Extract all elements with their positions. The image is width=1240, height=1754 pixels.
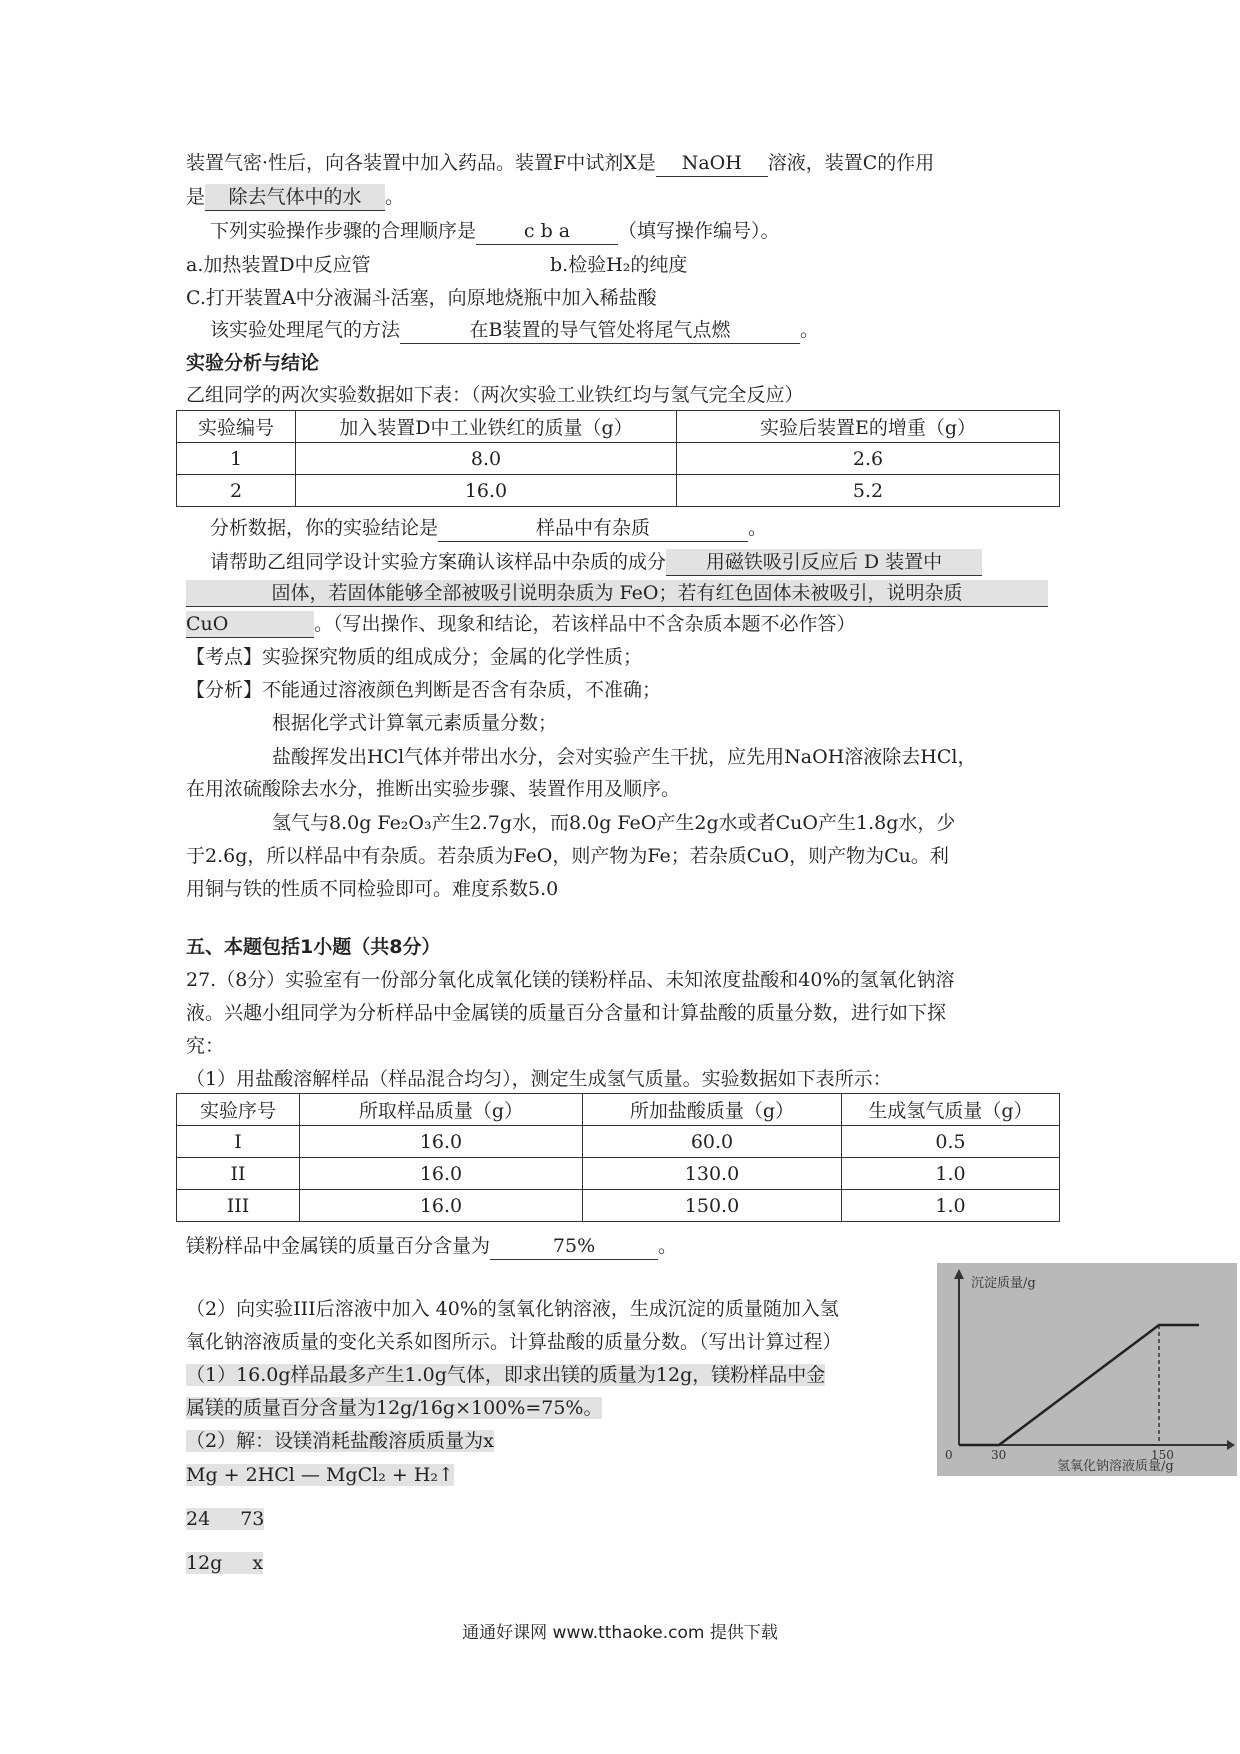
chart-svg — [937, 1263, 1237, 1476]
table-row: III 16.0 150.0 1.0 — [177, 1190, 1060, 1222]
text-line: 氢气与8.0g Fe₂O₃产生2.7g水，而8.0g FeO产生2g水或者CuO产生1.8g水，少 — [272, 812, 956, 834]
x-tick-label: 150 — [1151, 1448, 1174, 1462]
y-axis-arrow — [954, 1269, 964, 1279]
text-line: 液。兴趣小组同学为分析样品中金属镁的质量百分含量和计算盐酸的质量分数，进行如下探 — [186, 1002, 947, 1024]
data-line — [959, 1325, 1199, 1445]
precipitate-chart — [937, 1263, 1237, 1476]
answer-blank: 除去气体中的水 — [205, 184, 385, 211]
data-table — [176, 410, 1060, 507]
text-line: 究： — [186, 1035, 225, 1057]
solution-line: （1）16.0g样品最多产生1.0g气体，即求出镁的质量为12g，镁粉样品中金 — [186, 1364, 826, 1386]
answer-blank: CuO — [186, 611, 314, 638]
answer-blank: NaOH — [656, 150, 768, 177]
text-line: 分析数据，你的实验结论是 样品中有杂质 。 — [210, 515, 767, 542]
answer-blank: 在B装置的导气管处将尾气点燃 — [400, 317, 800, 344]
text-line: （2）向实验III后溶液中加入 40%的氢氧化钠溶液，生成沉淀的质量随加入氢 — [186, 1298, 839, 1320]
answer-blank: 样品中有杂质 — [438, 515, 748, 542]
data-table — [176, 1093, 1060, 1222]
text-line: 是 除去气体中的水 。 — [186, 184, 404, 211]
text-line: CuO 。（写出操作、现象和结论，若该样品中不含杂质本题不必作答） — [186, 611, 856, 638]
text-line: 27.（8分）实验室有一份部分氧化成氧化镁的镁粉样品、未知浓度盐酸和40%的氢氧化钠溶 — [186, 969, 955, 991]
text-line: 于2.6g，所以样品中有杂质。若杂质为FeO，则产物为Fe；若杂质CuO，则产物为Cu。利 — [186, 845, 949, 867]
table-header-row: 实验序号 所取样品质量（g） 所加盐酸质量（g） 生成氢气质量（g） — [177, 1094, 1060, 1126]
x-axis-label: 氢氧化钠溶液质量/g — [1057, 1459, 1174, 1474]
text-line: 盐酸挥发出HCl气体并带出水分，会对实验产生干扰，应先用NaOH溶液除去HCl， — [272, 746, 977, 768]
ratio-line: 24 73 — [186, 1508, 265, 1530]
table-row: 2 16.0 5.2 — [177, 475, 1060, 507]
equation: Mg + 2HCl — MgCl₂ + H₂↑ — [186, 1464, 454, 1486]
option-b: b.检验H₂的纯度 — [550, 254, 688, 276]
solution-line: （2）解：设镁消耗盐酸溶质质量为x — [186, 1430, 494, 1452]
text-line — [186, 580, 1048, 607]
answer-blank: 用磁铁吸引反应后 D 装置中 — [666, 549, 982, 576]
text-line: 该实验处理尾气的方法 在B装置的导气管处将尾气点燃 。 — [210, 317, 819, 344]
x-axis-arrow — [1227, 1440, 1235, 1450]
text-line: 请帮助乙组同学设计实验方案确认该样品中杂质的成分 用磁铁吸引反应后 D 装置中 — [210, 549, 982, 576]
text-line: 装置气密·性后，向各装置中加入药品。装置F中试剂X是 NaOH 溶液，装置C的作用 — [186, 150, 934, 177]
text-line: 根据化学式计算氧元素质量分数； — [272, 712, 558, 734]
x-tick-label: 30 — [991, 1448, 1007, 1462]
text-line: 下列实验操作步骤的合理顺序是 c b a （填写操作编号）。 — [210, 218, 780, 245]
solution-line: 属镁的质量百分含量为12g/16g×100%=75%。 — [186, 1397, 603, 1419]
answer-blank: c b a — [476, 218, 618, 245]
table-header-row: 实验编号 加入装置D中工业铁红的质量（g） 实验后装置E的增重（g） — [177, 411, 1060, 443]
table-row: II 16.0 130.0 1.0 — [177, 1158, 1060, 1190]
ratio-line: 12g x — [186, 1552, 264, 1574]
text-line: 镁粉样品中金属镁的质量百分含量为 75% 。 — [186, 1233, 677, 1260]
y-axis-label: 沉淀质量/g — [971, 1276, 1036, 1291]
table-caption: 乙组同学的两次实验数据如下表：（两次实验工业铁红均与氢气完全反应） — [186, 384, 804, 406]
text-line: 用铜与铁的性质不同检验即可。难度系数5.0 — [186, 878, 559, 900]
text-line: （1）用盐酸溶解样品（样品混合均匀），测定生成氢气质量。实验数据如下表所示： — [186, 1068, 892, 1090]
kaodian: 【考点】实验探究物质的组成成分；金属的化学性质； — [186, 646, 643, 668]
answer-blank: 75% — [490, 1233, 658, 1260]
option-a: a.加热装置D中反应管 — [186, 254, 371, 276]
text-line: 氧化钠溶液质量的变化关系如图所示。计算盐酸的质量分数。（写出计算过程） — [186, 1331, 842, 1353]
option-c: C.打开装置A中分液漏斗活塞，向原地烧瓶中加入稀盐酸 — [186, 287, 657, 309]
x-tick-label: 0 — [945, 1448, 953, 1462]
text-line: 在用浓硫酸除去水分，推断出实验步骤、装置作用及顺序。 — [186, 778, 681, 800]
table-row: 1 8.0 2.6 — [177, 443, 1060, 475]
footer: 通通好课网 www.tthaoke.com 提供下载 — [462, 1623, 778, 1643]
section-heading: 五、本题包括1小题（共8分） — [186, 936, 441, 958]
table-row: I 16.0 60.0 0.5 — [177, 1126, 1060, 1158]
section-heading: 实验分析与结论 — [186, 352, 320, 374]
fenxi: 【分析】不能通过溶液颜色判断是否含有杂质，不准确； — [186, 679, 662, 701]
answer-blank: 固体，若固体能够全部被吸引说明杂质为 FeO；若有红色固体未被吸引，说明杂质 — [186, 580, 1048, 607]
